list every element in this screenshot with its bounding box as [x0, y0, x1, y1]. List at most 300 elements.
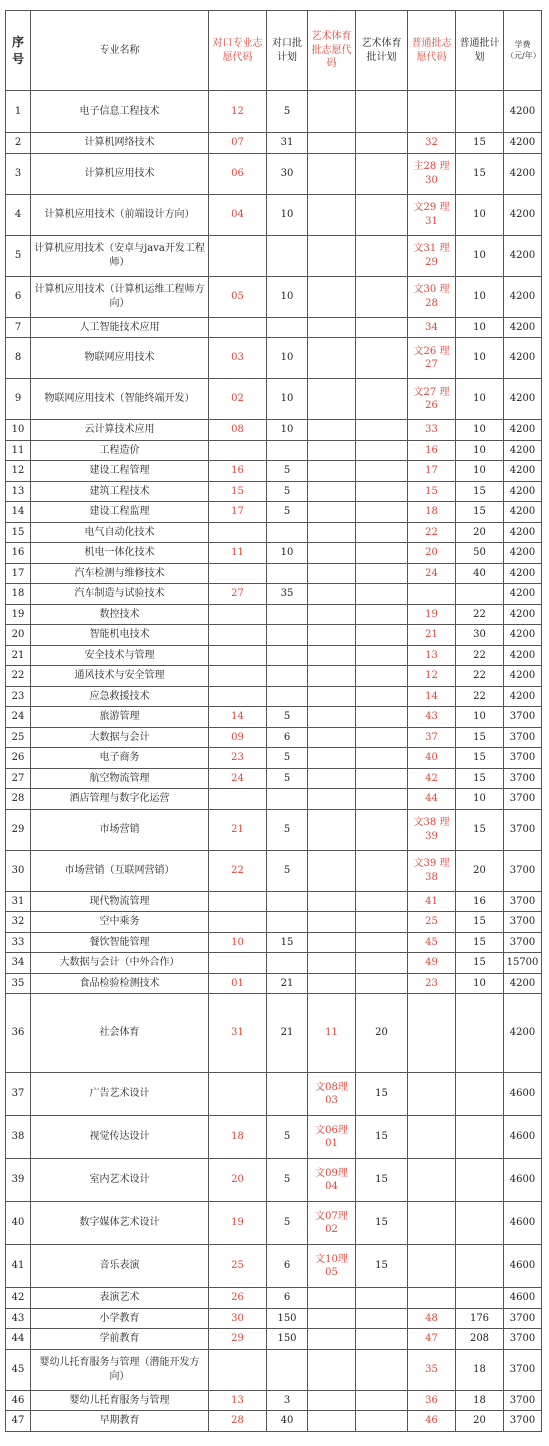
cell-art-code — [308, 973, 356, 994]
cell-seq: 7 — [6, 317, 31, 338]
table-row — [6, 420, 542, 441]
cell-tuition: 3700 — [504, 768, 542, 789]
cell-tuition: 3700 — [504, 1349, 542, 1390]
cell-major-name: 工程造价 — [31, 440, 209, 461]
table-row — [6, 91, 542, 133]
cell-duikou-code — [209, 1073, 267, 1116]
cell-art-plan — [356, 543, 408, 564]
cell-major-name: 汽车检测与维修技术 — [31, 563, 209, 584]
table-row — [6, 1288, 542, 1309]
cell-major-name: 计算机网络技术 — [31, 133, 209, 154]
cell-seq: 38 — [6, 1116, 31, 1159]
table-row — [6, 461, 542, 482]
cell-duikou-code: 08 — [209, 420, 267, 441]
table-row — [6, 543, 542, 564]
header-major-name: 专业名称 — [31, 11, 209, 91]
cell-tuition: 4600 — [504, 1245, 542, 1288]
cell-seq: 6 — [6, 276, 31, 317]
cell-duikou-plan — [267, 235, 308, 276]
cell-major-name: 安全技术与管理 — [31, 645, 209, 666]
cell-duikou-plan: 5 — [267, 1159, 308, 1202]
cell-putong-code: 36 — [408, 1390, 456, 1411]
cell-putong-plan — [456, 584, 504, 605]
cell-seq: 16 — [6, 543, 31, 564]
cell-putong-code: 文29 理31 — [408, 194, 456, 235]
cell-major-name: 汽车制造与试验技术 — [31, 584, 209, 605]
cell-art-code — [308, 563, 356, 584]
cell-putong-code: 40 — [408, 748, 456, 769]
cell-art-plan — [356, 194, 408, 235]
cell-duikou-plan — [267, 317, 308, 338]
cell-tuition: 3700 — [504, 850, 542, 891]
table-row — [6, 133, 542, 154]
cell-art-code — [308, 338, 356, 379]
cell-putong-plan: 22 — [456, 645, 504, 666]
cell-major-name: 早期教育 — [31, 1411, 209, 1432]
cell-putong-code: 41 — [408, 891, 456, 912]
cell-putong-code: 文39 理38 — [408, 850, 456, 891]
cell-art-plan: 15 — [356, 1159, 408, 1202]
cell-putong-plan: 22 — [456, 686, 504, 707]
cell-putong-plan: 15 — [456, 481, 504, 502]
cell-seq: 31 — [6, 891, 31, 912]
cell-putong-code: 14 — [408, 686, 456, 707]
cell-duikou-plan: 5 — [267, 502, 308, 523]
cell-putong-plan — [456, 1288, 504, 1309]
cell-major-name: 室内艺术设计 — [31, 1159, 209, 1202]
cell-tuition: 4200 — [504, 338, 542, 379]
cell-seq: 9 — [6, 379, 31, 420]
cell-tuition: 3700 — [504, 1390, 542, 1411]
cell-duikou-plan — [267, 1073, 308, 1116]
cell-putong-code: 17 — [408, 461, 456, 482]
cell-art-code: 文08理03 — [308, 1073, 356, 1116]
cell-art-code — [308, 481, 356, 502]
cell-duikou-code: 18 — [209, 1116, 267, 1159]
cell-tuition: 4200 — [504, 543, 542, 564]
cell-seq: 1 — [6, 91, 31, 133]
cell-putong-code: 23 — [408, 973, 456, 994]
cell-putong-plan: 10 — [456, 235, 504, 276]
cell-seq: 41 — [6, 1245, 31, 1288]
cell-putong-plan: 18 — [456, 1390, 504, 1411]
cell-art-code — [308, 625, 356, 646]
cell-putong-code — [408, 1245, 456, 1288]
cell-duikou-code: 25 — [209, 1245, 267, 1288]
cell-putong-plan — [456, 1116, 504, 1159]
cell-major-name: 社会体育 — [31, 994, 209, 1073]
cell-seq: 47 — [6, 1411, 31, 1432]
cell-duikou-plan: 6 — [267, 1288, 308, 1309]
cell-tuition: 4200 — [504, 481, 542, 502]
cell-tuition: 4200 — [504, 153, 542, 194]
cell-art-code — [308, 789, 356, 810]
cell-seq: 39 — [6, 1159, 31, 1202]
cell-duikou-plan: 5 — [267, 809, 308, 850]
cell-tuition: 3700 — [504, 932, 542, 953]
cell-art-plan — [356, 1308, 408, 1329]
cell-art-plan — [356, 522, 408, 543]
cell-art-plan — [356, 604, 408, 625]
cell-art-plan — [356, 420, 408, 441]
cell-duikou-code: 10 — [209, 932, 267, 953]
cell-duikou-plan: 10 — [267, 543, 308, 564]
table-row — [6, 1390, 542, 1411]
table-row — [6, 584, 542, 605]
cell-putong-plan: 208 — [456, 1329, 504, 1350]
cell-putong-plan: 10 — [456, 379, 504, 420]
cell-duikou-code: 26 — [209, 1288, 267, 1309]
cell-tuition: 4200 — [504, 461, 542, 482]
cell-duikou-code: 03 — [209, 338, 267, 379]
cell-duikou-code: 13 — [209, 1390, 267, 1411]
table-row — [6, 625, 542, 646]
cell-putong-code: 24 — [408, 563, 456, 584]
cell-tuition: 3700 — [504, 727, 542, 748]
cell-duikou-code: 23 — [209, 748, 267, 769]
cell-art-plan — [356, 748, 408, 769]
header-duikou-plan: 对口批计划 — [267, 11, 308, 91]
cell-tuition: 4200 — [504, 686, 542, 707]
cell-tuition: 4200 — [504, 563, 542, 584]
cell-seq: 26 — [6, 748, 31, 769]
cell-duikou-code: 17 — [209, 502, 267, 523]
cell-putong-plan — [456, 1073, 504, 1116]
table-row — [6, 994, 542, 1073]
cell-art-plan — [356, 891, 408, 912]
cell-seq: 35 — [6, 973, 31, 994]
cell-major-name: 机电一体化技术 — [31, 543, 209, 564]
cell-putong-plan: 22 — [456, 666, 504, 687]
cell-seq: 29 — [6, 809, 31, 850]
cell-art-code — [308, 133, 356, 154]
cell-putong-plan: 20 — [456, 1411, 504, 1432]
cell-duikou-plan: 5 — [267, 707, 308, 728]
cell-duikou-plan: 6 — [267, 1245, 308, 1288]
cell-duikou-plan: 10 — [267, 338, 308, 379]
cell-major-name: 市场营销（互联网营销） — [31, 850, 209, 891]
cell-duikou-code — [209, 953, 267, 974]
cell-duikou-plan — [267, 625, 308, 646]
table-row — [6, 1159, 542, 1202]
cell-art-plan — [356, 338, 408, 379]
header-seq: 序 号 — [6, 11, 31, 91]
cell-duikou-code — [209, 563, 267, 584]
table-row — [6, 809, 542, 850]
table-row — [6, 973, 542, 994]
cell-putong-code: 22 — [408, 522, 456, 543]
cell-putong-code — [408, 1202, 456, 1245]
cell-major-name: 云计算技术应用 — [31, 420, 209, 441]
cell-duikou-plan — [267, 522, 308, 543]
cell-art-plan — [356, 727, 408, 748]
cell-duikou-plan — [267, 645, 308, 666]
cell-tuition: 4200 — [504, 502, 542, 523]
cell-seq: 34 — [6, 953, 31, 974]
cell-seq: 43 — [6, 1308, 31, 1329]
cell-seq: 11 — [6, 440, 31, 461]
cell-art-code — [308, 1308, 356, 1329]
table-row — [6, 686, 542, 707]
header-putong-plan: 普通批计划 — [456, 11, 504, 91]
cell-art-plan — [356, 707, 408, 728]
cell-putong-code: 32 — [408, 133, 456, 154]
cell-putong-plan: 15 — [456, 748, 504, 769]
cell-art-code — [308, 1390, 356, 1411]
cell-tuition: 3700 — [504, 1308, 542, 1329]
enrollment-plan-table — [5, 10, 542, 1432]
cell-seq: 32 — [6, 912, 31, 933]
cell-seq: 4 — [6, 194, 31, 235]
cell-duikou-plan — [267, 666, 308, 687]
cell-seq: 5 — [6, 235, 31, 276]
cell-major-name: 婴幼儿托育服务与管理 — [31, 1390, 209, 1411]
cell-tuition: 3700 — [504, 707, 542, 728]
cell-seq: 37 — [6, 1073, 31, 1116]
header-art-code: 艺术体育批志愿代码 — [308, 11, 356, 91]
cell-major-name: 计算机应用技术（前端设计方向） — [31, 194, 209, 235]
cell-art-code — [308, 912, 356, 933]
cell-duikou-plan — [267, 912, 308, 933]
cell-seq: 15 — [6, 522, 31, 543]
cell-putong-code — [408, 1116, 456, 1159]
cell-tuition: 4200 — [504, 973, 542, 994]
cell-putong-plan: 15 — [456, 953, 504, 974]
cell-tuition: 4200 — [504, 625, 542, 646]
cell-duikou-code: 02 — [209, 379, 267, 420]
cell-putong-code: 13 — [408, 645, 456, 666]
table-row — [6, 1073, 542, 1116]
cell-seq: 24 — [6, 707, 31, 728]
cell-art-code — [308, 686, 356, 707]
cell-duikou-plan: 10 — [267, 276, 308, 317]
cell-art-plan — [356, 912, 408, 933]
cell-art-plan — [356, 379, 408, 420]
header-row — [6, 11, 542, 91]
cell-art-plan — [356, 809, 408, 850]
cell-putong-plan: 18 — [456, 1349, 504, 1390]
header-putong-code: 普通批志愿代码 — [408, 11, 456, 91]
cell-seq: 10 — [6, 420, 31, 441]
cell-major-name: 航空物流管理 — [31, 768, 209, 789]
cell-art-plan — [356, 317, 408, 338]
cell-putong-plan: 176 — [456, 1308, 504, 1329]
cell-duikou-code: 28 — [209, 1411, 267, 1432]
cell-duikou-code: 15 — [209, 481, 267, 502]
table-row — [6, 1308, 542, 1329]
cell-art-code — [308, 276, 356, 317]
cell-putong-plan: 15 — [456, 727, 504, 748]
cell-duikou-plan: 30 — [267, 153, 308, 194]
cell-art-code — [308, 850, 356, 891]
cell-duikou-plan: 10 — [267, 194, 308, 235]
cell-major-name: 数字媒体艺术设计 — [31, 1202, 209, 1245]
table-body — [6, 91, 542, 1432]
cell-major-name: 酒店管理与数字化运营 — [31, 789, 209, 810]
cell-art-plan — [356, 1411, 408, 1432]
cell-putong-code: 文38 理39 — [408, 809, 456, 850]
cell-art-plan — [356, 686, 408, 707]
cell-major-name: 婴幼儿托育服务与管理（潜能开发方向） — [31, 1349, 209, 1390]
cell-putong-code: 20 — [408, 543, 456, 564]
table-row — [6, 932, 542, 953]
cell-duikou-plan: 6 — [267, 727, 308, 748]
cell-putong-plan: 16 — [456, 891, 504, 912]
cell-putong-code — [408, 584, 456, 605]
cell-duikou-plan: 150 — [267, 1308, 308, 1329]
cell-seq: 33 — [6, 932, 31, 953]
cell-duikou-code: 04 — [209, 194, 267, 235]
cell-duikou-code — [209, 604, 267, 625]
cell-duikou-code — [209, 912, 267, 933]
cell-art-plan — [356, 1349, 408, 1390]
cell-art-plan — [356, 953, 408, 974]
cell-duikou-code: 16 — [209, 461, 267, 482]
cell-art-code — [308, 645, 356, 666]
table-row — [6, 153, 542, 194]
cell-putong-plan: 10 — [456, 973, 504, 994]
cell-major-name: 计算机应用技术 — [31, 153, 209, 194]
cell-art-plan: 15 — [356, 1116, 408, 1159]
cell-major-name: 电气自动化技术 — [31, 522, 209, 543]
table-row — [6, 666, 542, 687]
cell-art-code — [308, 420, 356, 441]
cell-art-code — [308, 1349, 356, 1390]
cell-seq: 46 — [6, 1390, 31, 1411]
cell-putong-plan — [456, 1202, 504, 1245]
cell-art-plan — [356, 932, 408, 953]
cell-putong-code: 文27 理26 — [408, 379, 456, 420]
cell-duikou-code — [209, 235, 267, 276]
cell-art-code — [308, 891, 356, 912]
cell-seq: 27 — [6, 768, 31, 789]
cell-major-name: 计算机应用技术（安卓与java开发工程师） — [31, 235, 209, 276]
cell-duikou-plan — [267, 789, 308, 810]
cell-putong-code: 25 — [408, 912, 456, 933]
cell-duikou-code — [209, 1349, 267, 1390]
cell-art-code — [308, 194, 356, 235]
cell-putong-code: 33 — [408, 420, 456, 441]
cell-art-plan — [356, 91, 408, 133]
table-row — [6, 768, 542, 789]
cell-tuition: 3700 — [504, 912, 542, 933]
cell-duikou-plan — [267, 686, 308, 707]
cell-duikou-code — [209, 440, 267, 461]
cell-art-plan: 15 — [356, 1073, 408, 1116]
cell-putong-plan — [456, 1159, 504, 1202]
cell-art-plan — [356, 133, 408, 154]
cell-putong-plan: 50 — [456, 543, 504, 564]
cell-art-plan — [356, 153, 408, 194]
cell-duikou-plan — [267, 891, 308, 912]
cell-putong-plan — [456, 994, 504, 1073]
cell-art-plan — [356, 235, 408, 276]
cell-duikou-plan: 5 — [267, 768, 308, 789]
cell-tuition: 4200 — [504, 133, 542, 154]
cell-putong-plan: 30 — [456, 625, 504, 646]
cell-duikou-plan: 15 — [267, 932, 308, 953]
cell-major-name: 表演艺术 — [31, 1288, 209, 1309]
cell-major-name: 现代物流管理 — [31, 891, 209, 912]
cell-major-name: 智能机电技术 — [31, 625, 209, 646]
cell-art-plan — [356, 768, 408, 789]
table-row — [6, 1245, 542, 1288]
cell-art-code — [308, 1329, 356, 1350]
cell-putong-code: 15 — [408, 481, 456, 502]
cell-duikou-plan: 31 — [267, 133, 308, 154]
cell-tuition: 4600 — [504, 1202, 542, 1245]
cell-putong-code: 47 — [408, 1329, 456, 1350]
cell-duikou-code — [209, 891, 267, 912]
cell-art-plan — [356, 584, 408, 605]
table-row — [6, 522, 542, 543]
cell-putong-plan: 10 — [456, 789, 504, 810]
cell-duikou-code: 14 — [209, 707, 267, 728]
cell-putong-plan — [456, 91, 504, 133]
cell-duikou-code: 29 — [209, 1329, 267, 1350]
cell-duikou-plan: 5 — [267, 91, 308, 133]
cell-art-code — [308, 317, 356, 338]
cell-major-name: 旅游管理 — [31, 707, 209, 728]
cell-duikou-plan: 5 — [267, 461, 308, 482]
cell-putong-code: 18 — [408, 502, 456, 523]
cell-major-name: 通风技术与安全管理 — [31, 666, 209, 687]
cell-seq: 44 — [6, 1329, 31, 1350]
cell-putong-code: 16 — [408, 440, 456, 461]
header-tuition: 学费（元/年） — [504, 11, 542, 91]
table-row — [6, 850, 542, 891]
table-row — [6, 338, 542, 379]
cell-putong-plan: 15 — [456, 768, 504, 789]
cell-art-plan — [356, 440, 408, 461]
cell-art-code: 文10理05 — [308, 1245, 356, 1288]
cell-seq: 30 — [6, 850, 31, 891]
table-row — [6, 789, 542, 810]
cell-seq: 3 — [6, 153, 31, 194]
cell-duikou-code: 22 — [209, 850, 267, 891]
cell-putong-plan: 10 — [456, 276, 504, 317]
cell-putong-code: 文26 理27 — [408, 338, 456, 379]
cell-art-code — [308, 461, 356, 482]
cell-putong-plan: 10 — [456, 420, 504, 441]
header-art-plan: 艺术体育批计划 — [356, 11, 408, 91]
cell-duikou-code: 07 — [209, 133, 267, 154]
cell-tuition: 4200 — [504, 604, 542, 625]
cell-duikou-code — [209, 666, 267, 687]
table-row — [6, 317, 542, 338]
cell-major-name: 音乐表演 — [31, 1245, 209, 1288]
cell-major-name: 建设工程管理 — [31, 461, 209, 482]
cell-duikou-code: 31 — [209, 994, 267, 1073]
cell-putong-code — [408, 1159, 456, 1202]
cell-major-name: 食品检验检测技术 — [31, 973, 209, 994]
cell-art-plan — [356, 645, 408, 666]
cell-art-plan — [356, 502, 408, 523]
cell-art-code — [308, 748, 356, 769]
cell-duikou-code — [209, 317, 267, 338]
table-row — [6, 645, 542, 666]
cell-major-name: 建设工程监理 — [31, 502, 209, 523]
cell-tuition: 4600 — [504, 1288, 542, 1309]
cell-duikou-code: 24 — [209, 768, 267, 789]
cell-seq: 28 — [6, 789, 31, 810]
cell-putong-code: 文31 理29 — [408, 235, 456, 276]
cell-art-plan: 15 — [356, 1202, 408, 1245]
table-row — [6, 563, 542, 584]
cell-major-name: 电子信息工程技术 — [31, 91, 209, 133]
cell-art-plan — [356, 481, 408, 502]
cell-duikou-code: 09 — [209, 727, 267, 748]
